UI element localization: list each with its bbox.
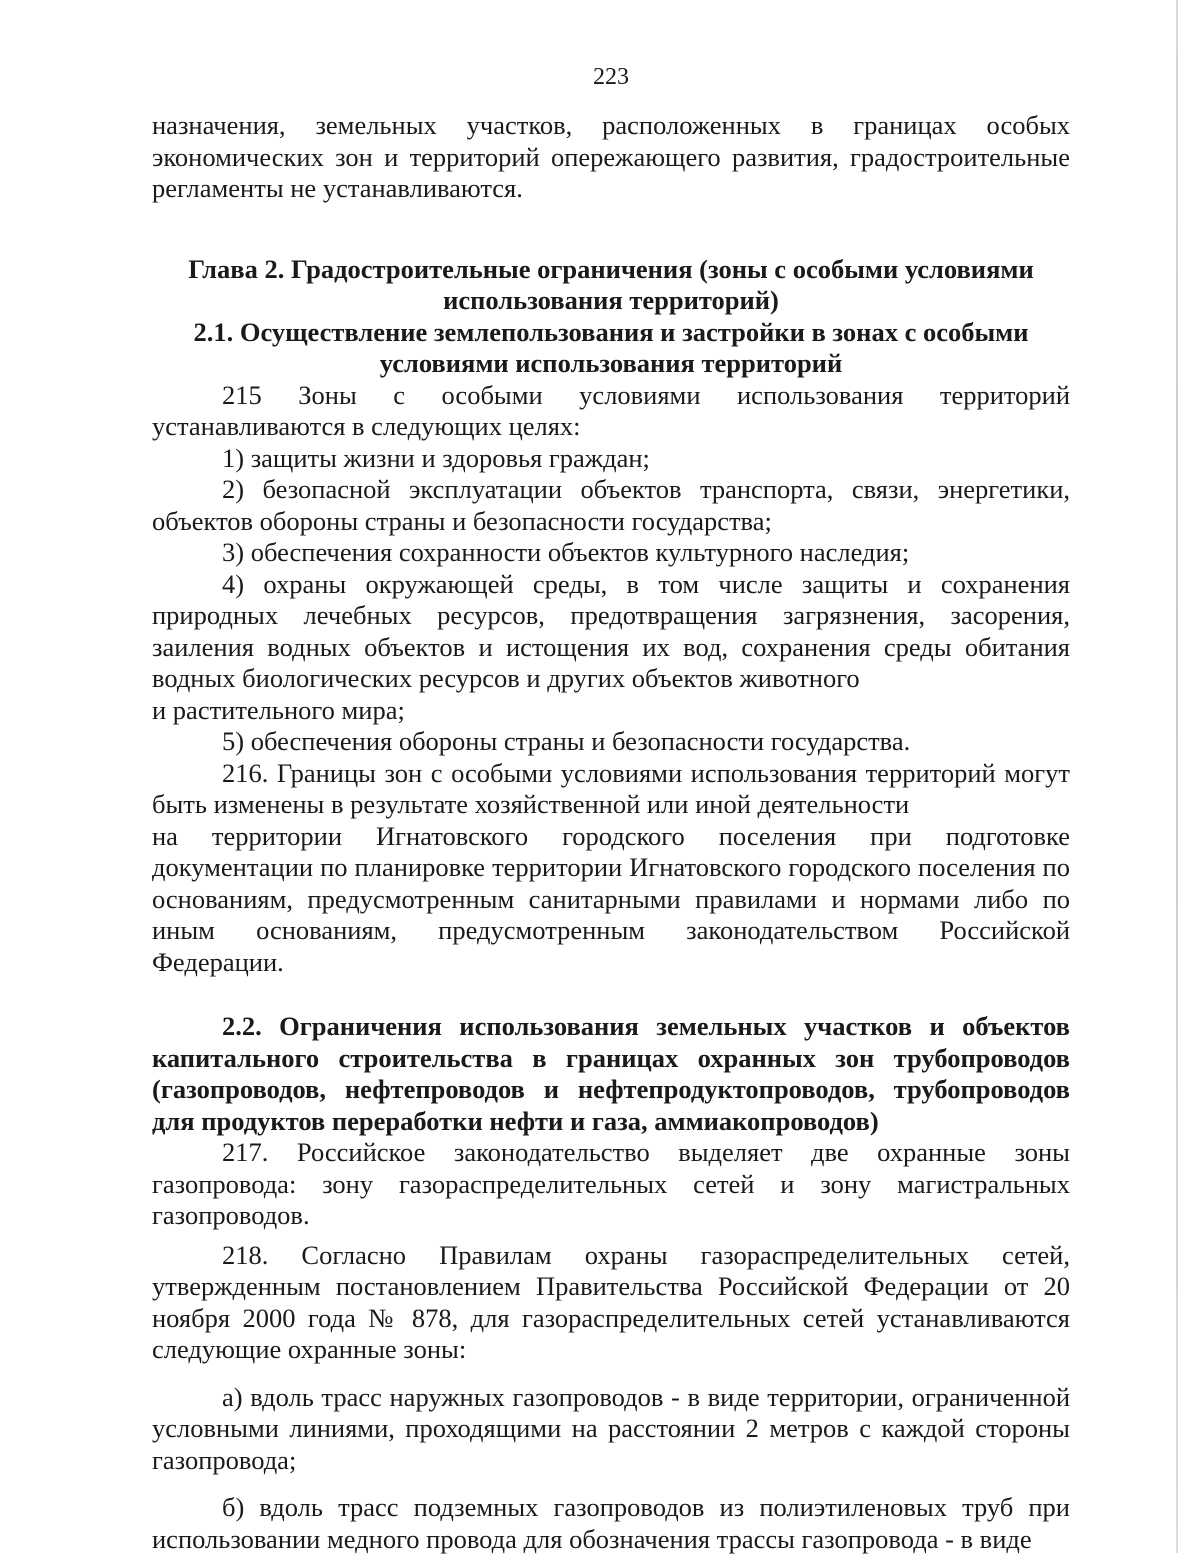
chapter-heading: Глава 2. Градостроительные ограничения (зоны с особыми условиями использования территорий)	[188, 253, 1034, 315]
list-item-215-4-cont: и растительного мира;	[152, 694, 405, 725]
list-item-215-3: 3) обеспечения сохранности объектов культурного наследия;	[222, 537, 910, 567]
document-page	[152, 62, 1070, 1555]
list-item-215-5: 5) обеспечения обороны страны и безопасности государства.	[222, 726, 911, 756]
section-2-1-heading: 2.1. Осуществление землепользования и застройки в зонах с особыми условиями использования территорий	[193, 316, 1029, 378]
list-item-215-1: 1) защиты жизни и здоровья граждан;	[222, 442, 650, 473]
scan-edge-line	[1176, 0, 1178, 1553]
intro-paragraph: назначения, земельных участков, расположенных в границах особых экономических зон и территорий опережающего развития, градостроительные регламенты не устанавливаются.	[152, 110, 1070, 203]
page-number: 223	[593, 64, 629, 90]
list-item-215-4: 4) охраны окружающей среды, в том числе защиты и сохранения природных лечебных ресурсов, предотвращения загрязнения, засорения, заиления водных объектов и истощения их вод, сохранения среды обитания водных биологических ресурсов и других объектов животного	[152, 568, 1070, 693]
paragraph-217: 217. Российское законодательство выделяет две охранные зоны газопровода: зону газораспределительных сетей и зону магистральных газопроводов.	[152, 1137, 1070, 1230]
paragraph-216-b: на территории Игнатовского городского поселения при подготовке документации по планировке территории Игнатовского городского поселения по основаниям, предусмотренным санитарными правилами и нормами либо по иным основаниям, предусмотренным законодательством Российской Федерации.	[152, 820, 1070, 977]
paragraph-216-a: 216. Границы зон с особыми условиями использования территорий могут быть изменены в результате хозяйственной или иной деятельности	[152, 757, 1070, 819]
paragraph-218: 218. Согласно Правилам охраны газораспределительных сетей, утвержденным постановлением Правительства Российской Федерации от 20 ноября 2000 года № 878, для газораспределительных сетей устанавливаются следующие охранные зоны:	[152, 1239, 1070, 1364]
paragraph-215: 215 Зоны с особыми условиями использования территорий устанавливаются в следующих целях:	[152, 379, 1070, 441]
paragraph-218-b: б) вдоль трасс подземных газопроводов из полиэтиленовых труб при использовании медного провода для обозначения трассы газопровода - в виде	[152, 1492, 1070, 1554]
section-2-2-heading: 2.2. Ограничения использования земельных участков и объектов капитального строительства в границах охранных зон трубопроводов (газопроводов, нефтепроводов и нефтепродуктопроводов, трубопроводов для продуктов переработки нефти и газа, аммиакопроводов)	[152, 1011, 1070, 1136]
paragraph-218-a: а) вдоль трасс наружных газопроводов - в виде территории, ограниченной условными линиями, проходящими на расстоянии 2 метров с каждой стороны газопровода;	[152, 1381, 1070, 1475]
list-item-215-2: 2) безопасной эксплуатации объектов транспорта, связи, энергетики, объектов обороны страны и безопасности государства;	[152, 474, 1070, 536]
